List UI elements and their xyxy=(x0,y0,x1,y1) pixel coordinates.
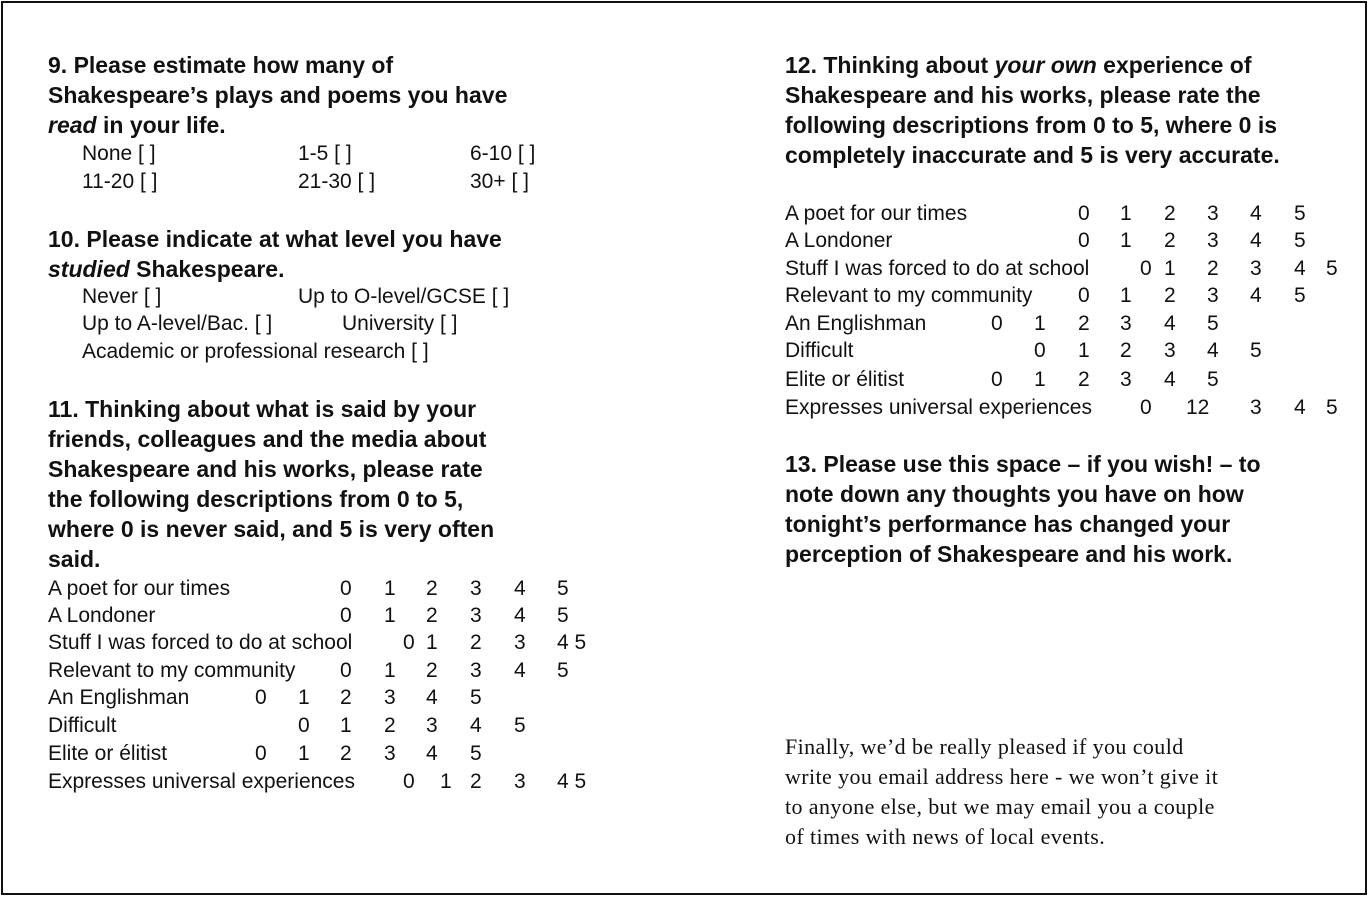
q12-rating-5[interactable]: 5 xyxy=(1294,229,1306,252)
q11-rating-1[interactable]: 1 xyxy=(298,686,310,709)
q12-rating-2[interactable]: 2 xyxy=(1078,312,1090,335)
q12-rating-4[interactable]: 4 xyxy=(1294,257,1306,280)
q11-rating-2[interactable]: 2 xyxy=(426,604,438,627)
q11-rating-0[interactable]: 0 xyxy=(255,742,267,765)
q11-rating-2[interactable]: 2 xyxy=(340,742,352,765)
q10-heading-rest: Shakespeare. xyxy=(129,256,285,282)
q9-heading-line-1: 9. Please estimate how many of xyxy=(48,52,394,78)
q11-rating-3[interactable]: 3 xyxy=(384,686,396,709)
q11-rating-0[interactable]: 0 xyxy=(298,714,310,737)
email-note-line-4: of times with news of local events. xyxy=(785,824,1106,849)
email-note-line-3: to anyone else, but we may email you a couple xyxy=(785,794,1215,819)
q12-row-label: Difficult xyxy=(785,339,854,362)
q11-rating-4-5[interactable]: 4 5 xyxy=(557,770,587,793)
q12-rating-1-2[interactable]: 12 xyxy=(1186,396,1210,419)
q12-row-label: Expresses universal experiences xyxy=(785,396,1092,419)
q9-option-30-plus[interactable]: 30+ [ ] xyxy=(470,170,529,193)
q11-rating-0[interactable]: 0 xyxy=(255,686,267,709)
q11-rating-1[interactable]: 1 xyxy=(384,577,396,600)
q12-rating-2[interactable]: 2 xyxy=(1164,229,1176,252)
q11-row-label: Relevant to my community xyxy=(48,659,296,682)
q10-heading-line-2 xyxy=(48,254,285,284)
q11-rating-1[interactable]: 1 xyxy=(440,770,452,793)
q11-row-label: Stuff I was forced to do at school xyxy=(48,631,353,654)
q12-rating-2[interactable]: 2 xyxy=(1207,257,1219,280)
q12-rating-0[interactable]: 0 xyxy=(991,368,1003,391)
q9-emphasis: read xyxy=(48,112,97,138)
q12-rating-0[interactable]: 0 xyxy=(1078,284,1090,307)
q11-row-label: Difficult xyxy=(48,714,117,737)
q11-row-label: Expresses universal experiences xyxy=(48,770,355,793)
q10-option-never[interactable]: Never [ ] xyxy=(82,285,162,308)
q11-row-label: A Londoner xyxy=(48,604,156,627)
q11-rating-4[interactable]: 4 xyxy=(514,659,526,682)
q12-heading-pre: 12. Thinking about xyxy=(785,52,995,78)
q11-heading-line-1: 11. Thinking about what is said by your xyxy=(48,396,477,422)
q12-heading-line-3: following descriptions from 0 to 5, where 0 is xyxy=(785,112,1278,138)
q11-heading-line-5: where 0 is never said, and 5 is very often xyxy=(48,516,495,542)
q11-rating-3[interactable]: 3 xyxy=(426,714,438,737)
q11-rating-2[interactable]: 2 xyxy=(470,770,482,793)
q11-rating-0[interactable]: 0 xyxy=(340,604,352,627)
q12-rating-5[interactable]: 5 xyxy=(1326,396,1338,419)
q12-rating-4[interactable]: 4 xyxy=(1164,368,1176,391)
q11-rating-2[interactable]: 2 xyxy=(426,577,438,600)
q9-option-11-20[interactable]: 11-20 [ ] xyxy=(82,170,158,193)
q12-rating-2[interactable]: 2 xyxy=(1078,368,1090,391)
q12-heading-post: experience of xyxy=(1096,52,1252,78)
q10-option-university[interactable]: University [ ] xyxy=(342,312,458,335)
q12-rating-2[interactable]: 2 xyxy=(1164,202,1176,225)
q11-rating-5[interactable]: 5 xyxy=(557,604,569,627)
q12-rating-4[interactable]: 4 xyxy=(1294,396,1306,419)
q13-heading-line-3: tonight’s performance has changed your xyxy=(785,511,1231,537)
q12-rating-1[interactable]: 1 xyxy=(1120,229,1132,252)
q11-rating-2[interactable]: 2 xyxy=(470,631,482,654)
q12-rating-0[interactable]: 0 xyxy=(1140,257,1152,280)
q12-rating-1[interactable]: 1 xyxy=(1078,339,1090,362)
q12-rating-0[interactable]: 0 xyxy=(1034,339,1046,362)
q12-row-label: A Londoner xyxy=(785,229,893,252)
q11-rating-3[interactable]: 3 xyxy=(470,604,482,627)
q12-row-label: Relevant to my community xyxy=(785,284,1033,307)
q12-rating-0[interactable]: 0 xyxy=(1140,396,1152,419)
q12-rating-4[interactable]: 4 xyxy=(1250,229,1262,252)
email-note-line-1: Finally, we’d be really pleased if you could xyxy=(785,734,1184,759)
q11-heading-line-2: friends, colleagues and the media about xyxy=(48,426,487,452)
q12-rating-5[interactable]: 5 xyxy=(1326,257,1338,280)
q12-rating-0[interactable]: 0 xyxy=(991,312,1003,335)
q12-rating-3[interactable]: 3 xyxy=(1164,339,1176,362)
q11-rating-3[interactable]: 3 xyxy=(384,742,396,765)
q12-row-label: A poet for our times xyxy=(785,202,968,225)
q12-rating-1[interactable]: 1 xyxy=(1120,284,1132,307)
q12-rating-2[interactable]: 2 xyxy=(1164,284,1176,307)
q12-rating-5[interactable]: 5 xyxy=(1294,202,1306,225)
q11-rating-4[interactable]: 4 xyxy=(426,742,438,765)
q12-rating-2[interactable]: 2 xyxy=(1120,339,1132,362)
q12-rating-4[interactable]: 4 xyxy=(1164,312,1176,335)
q12-emphasis: your own xyxy=(994,52,1097,78)
q13-heading-line-1: 13. Please use this space – if you wish! – to xyxy=(785,451,1261,477)
q11-rating-4[interactable]: 4 xyxy=(514,577,526,600)
q11-heading-line-6: said. xyxy=(48,546,101,572)
q12-rating-5[interactable]: 5 xyxy=(1207,368,1219,391)
q9-heading-line-3 xyxy=(48,110,226,140)
q12-row-label: Elite or élitist xyxy=(785,368,905,391)
q9-option-none[interactable]: None [ ] xyxy=(82,142,156,165)
q12-rating-1[interactable]: 1 xyxy=(1120,202,1132,225)
q11-heading-line-4: the following descriptions from 0 to 5, xyxy=(48,486,464,512)
q12-row-label: Stuff I was forced to do at school xyxy=(785,257,1090,280)
q11-rating-4[interactable]: 4 xyxy=(470,714,482,737)
q11-rating-0[interactable]: 0 xyxy=(403,770,415,793)
q12-rating-5[interactable]: 5 xyxy=(1250,339,1262,362)
q11-rating-4[interactable]: 4 xyxy=(426,686,438,709)
q11-rating-3[interactable]: 3 xyxy=(514,631,526,654)
q12-rating-1[interactable]: 1 xyxy=(1034,312,1046,335)
q11-rating-0[interactable]: 0 xyxy=(340,577,352,600)
q10-heading-line-1: 10. Please indicate at what level you have xyxy=(48,226,502,252)
q11-rating-2[interactable]: 2 xyxy=(340,686,352,709)
q10-emphasis: studied xyxy=(48,256,130,282)
q11-rating-0[interactable]: 0 xyxy=(340,659,352,682)
q12-rating-5[interactable]: 5 xyxy=(1207,312,1219,335)
q13-heading-line-4: perception of Shakespeare and his work. xyxy=(785,541,1233,567)
q11-rating-5[interactable]: 5 xyxy=(470,686,482,709)
q12-rating-4[interactable]: 4 xyxy=(1250,202,1262,225)
q12-heading-line-2: Shakespeare and his works, please rate the xyxy=(785,82,1261,108)
q12-rating-3[interactable]: 3 xyxy=(1207,202,1219,225)
q10-option-research[interactable]: Academic or professional research [ ] xyxy=(82,340,429,363)
q10-option-gcse[interactable]: Up to O-level/GCSE [ ] xyxy=(298,285,510,308)
q11-row-label: Elite or élitist xyxy=(48,742,168,765)
q11-rating-5[interactable]: 5 xyxy=(470,742,482,765)
q11-rating-1[interactable]: 1 xyxy=(426,631,438,654)
q11-rating-3[interactable]: 3 xyxy=(470,577,482,600)
q11-rating-3[interactable]: 3 xyxy=(470,659,482,682)
q12-rating-1[interactable]: 1 xyxy=(1164,257,1176,280)
q9-option-21-30[interactable]: 21-30 [ ] xyxy=(298,170,376,193)
q12-rating-0[interactable]: 0 xyxy=(1078,229,1090,252)
q12-rating-3[interactable]: 3 xyxy=(1207,229,1219,252)
q11-rating-0[interactable]: 0 xyxy=(403,631,415,654)
q9-option-6-10[interactable]: 6-10 [ ] xyxy=(470,142,536,165)
q12-rating-5[interactable]: 5 xyxy=(1294,284,1306,307)
q9-heading-rest: in your life. xyxy=(96,112,226,138)
q12-rating-4[interactable]: 4 xyxy=(1207,339,1219,362)
q11-rating-2[interactable]: 2 xyxy=(426,659,438,682)
q9-option-1-5[interactable]: 1-5 [ ] xyxy=(298,142,352,165)
q11-rating-3[interactable]: 3 xyxy=(514,770,526,793)
q12-heading-line-4: completely inaccurate and 5 is very accurate. xyxy=(785,142,1280,168)
q12-rating-1[interactable]: 1 xyxy=(1034,368,1046,391)
q9-heading-line-2: Shakespeare’s plays and poems you have xyxy=(48,82,508,108)
q11-rating-5[interactable]: 5 xyxy=(514,714,526,737)
q11-rating-5[interactable]: 5 xyxy=(557,659,569,682)
q11-rating-4[interactable]: 4 xyxy=(514,604,526,627)
q11-rating-4-5[interactable]: 4 5 xyxy=(557,631,587,654)
q10-option-a-level[interactable]: Up to A-level/Bac. [ ] xyxy=(82,312,273,335)
q12-rating-3[interactable]: 3 xyxy=(1120,368,1132,391)
q11-rating-1[interactable]: 1 xyxy=(340,714,352,737)
q11-rating-5[interactable]: 5 xyxy=(557,577,569,600)
q11-rating-1[interactable]: 1 xyxy=(298,742,310,765)
q12-rating-3[interactable]: 3 xyxy=(1120,312,1132,335)
q12-rating-3[interactable]: 3 xyxy=(1207,284,1219,307)
q13-heading-line-2: note down any thoughts you have on how xyxy=(785,481,1244,507)
q11-rating-2[interactable]: 2 xyxy=(384,714,396,737)
email-note-line-2: write you email address here - we won’t give it xyxy=(785,764,1219,789)
q11-heading-line-3: Shakespeare and his works, please rate xyxy=(48,456,483,482)
q12-rating-3[interactable]: 3 xyxy=(1250,257,1262,280)
q12-rating-3[interactable]: 3 xyxy=(1250,396,1262,419)
q12-rating-4[interactable]: 4 xyxy=(1250,284,1262,307)
q12-heading-line-1 xyxy=(785,50,1251,80)
q13-comment-area[interactable] xyxy=(785,575,1345,725)
q12-row-label: An Englishman xyxy=(785,312,927,335)
q11-rating-1[interactable]: 1 xyxy=(384,604,396,627)
q11-row-label: An Englishman xyxy=(48,686,190,709)
q12-rating-0[interactable]: 0 xyxy=(1078,202,1090,225)
q11-row-label: A poet for our times xyxy=(48,577,231,600)
q11-rating-1[interactable]: 1 xyxy=(384,659,396,682)
